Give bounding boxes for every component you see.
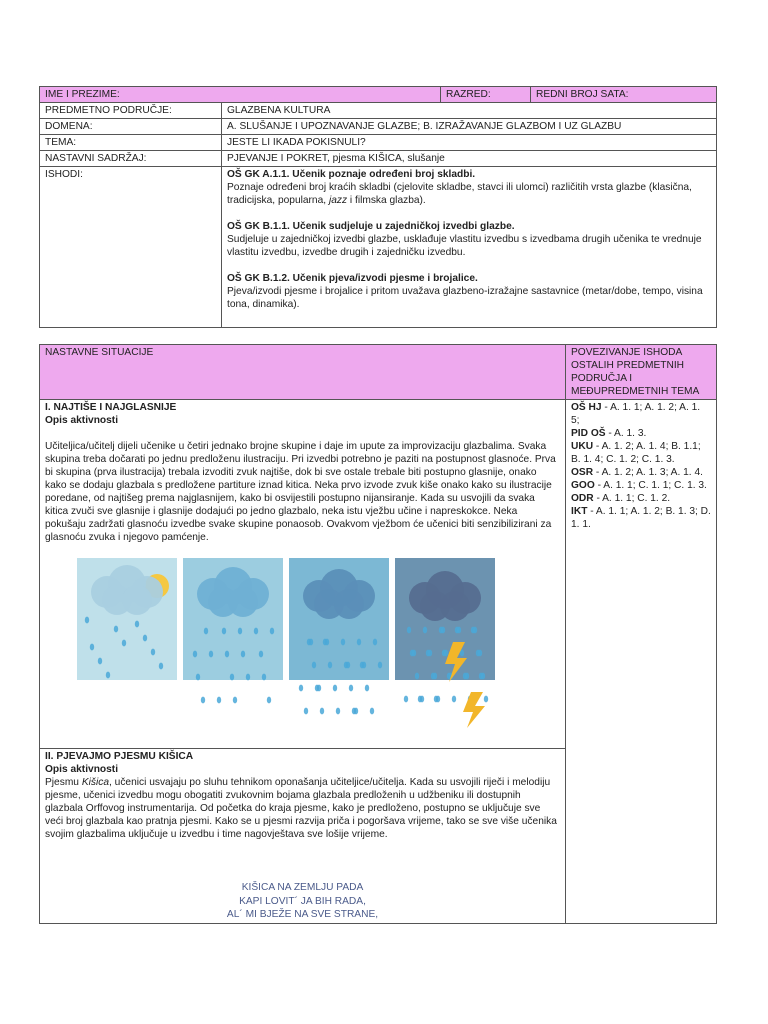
- link-item: IKT - A. 1. 1; A. 1. 2; B. 1. 3; D. 1. 1.: [571, 506, 711, 530]
- section1-cell: [40, 400, 566, 749]
- illustration-heavy-rain: [289, 558, 389, 688]
- ishodi-row: [40, 167, 717, 328]
- outcome-title: OŠ GK B.1.2. Učenik pjeva/izvodi pjesme i brojalice.: [227, 273, 478, 284]
- ishodi-label: ISHODI:: [40, 167, 222, 328]
- link-item: ODR - A. 1. 1; C. 1. 2.: [571, 493, 671, 504]
- outcome-title: OŠ GK B.1.1. Učenik sudjeluje u zajedničkoj izvedbi glazbe.: [227, 221, 515, 232]
- student-info-row: [40, 87, 717, 103]
- situations-header-row: [40, 345, 717, 400]
- link-item: UKU - A. 1. 2; A. 1. 4; B. 1.1; B. 1. 4; C. 1. 2; C. 1. 3.: [571, 441, 701, 465]
- situations-header: NASTAVNE SITUACIJE: [40, 345, 566, 400]
- outcome-text: Pjeva/izvodi pjesme i brojalice i pritom uvažava glazbeno-izražajne sastavnice (metar/dobe, tempo, visina tona, dinamika).: [227, 286, 703, 310]
- row-label: PREDMETNO PODRUČJE:: [40, 103, 222, 119]
- links-cell: [566, 400, 717, 924]
- rain-illustrations: [77, 558, 560, 730]
- redni-broj-label: REDNI BROJ SATA:: [531, 87, 717, 103]
- link-item: OSR - A. 1. 2; A. 1. 3; A. 1. 4.: [571, 467, 703, 478]
- section1-row: [40, 400, 717, 749]
- info-row: [40, 119, 717, 135]
- link-item: OŠ HJ - A. 1. 1; A. 1. 2; A. 1. 5;: [571, 402, 701, 426]
- row-value: GLAZBENA KULTURA: [222, 103, 717, 119]
- ishodi-content: [222, 167, 717, 328]
- lyrics-line: KAPI LOVIT´ JA BIH RADA,: [239, 895, 366, 907]
- rain-scene-icon: [395, 558, 495, 730]
- section1-title: I. NAJTIŠE I NAJGLASNIJE: [45, 402, 177, 413]
- row-value: A. SLUŠANJE I UPOZNAVANJE GLAZBE; B. IZRAŽAVANJE GLAZBOM I UZ GLAZBU: [222, 119, 717, 135]
- row-value: JESTE LI IKADA POKISNULI?: [222, 135, 717, 151]
- section2-text: Pjesmu Kišica, učenici usvajaju po sluhu tehnikom oponašanja učiteljice/učitelja. Kada su usvojili riječi i melodiju pjesme, učenici izvedbu mogu obogatiti zvukovnim bojama glazbala predloženih u udžbeniku ili dostupnih glazbala Orffovog instrumentarija. Od početka do kraja pjesme, kako je predloženo, postupno se uključuje sve veći broj glazbala kao pratnja pjesmi. Kako se u pjesmi razvija priča i pogoršava vrijeme, tako se sve više učenika svojim glazbalima uključuje u izvedbu i time nagovještava sve lošije vrijeme.: [45, 777, 557, 840]
- illustration-light-rain-sun: [77, 558, 177, 688]
- rain-scene-icon: [77, 558, 177, 730]
- song-lyrics: [45, 881, 560, 922]
- teaching-situations-table: [39, 344, 717, 924]
- outcome-title: OŠ GK A.1.1. Učenik poznaje određeni broj skladbi.: [227, 169, 476, 180]
- info-row: [40, 151, 717, 167]
- illustration-storm: [395, 558, 495, 688]
- outcome-text: Sudjeluje u zajedničkoj izvedbi glazbe, usklađuje vlastitu izvedbu s izvedbama drugih učenika te vrednuje vlastitu izvedbu, izvedbe drugih i zajedničku izvedbu.: [227, 234, 702, 258]
- ime-label: IME I PREZIME:: [40, 87, 441, 103]
- section1-text: Učiteljica/učitelj dijeli učenike u četiri jednako brojne skupine i daje im upute za improvizaciju glazbalima. Svaka skupina treba dočarati po jednu predloženu ilustraciju. Pri izvedbi potrebno je paziti na postupnost glasnoće. Prva bi skupina (prva ilustracija) trebala izvoditi zvuk najtiše, dok bi sve ostale trebale biti postupno glasnije, onako kako se dodaju glazbala s predložene partiture iznad kitica. Neka prvo izvode zvuk kiše onako kako su ilustracije poredane, od najtišeg prema najglasnijem, kako bi osvijestili postupno nijansiranje. Kada su usvojili da svaka kitica zvuči sve glasnije i glasnije dodajući po jedno glazbalo, neka istu vježbu učine i napreskokce. Neka pokušaju zadržati glasnoću izvedbe svake skupine ponaosob. Ovakvom vježbom će učenici biti senzibilizirani za glasnoću zvuka i njegovo pamćenje.: [45, 441, 556, 543]
- lyrics-line: AL´ MI BJEŽE NA SVE STRANE,: [226, 909, 379, 920]
- rain-scene-icon: [289, 558, 389, 730]
- link-item: GOO - A. 1. 1; C. 1. 1; C. 1. 3.: [571, 480, 707, 491]
- outcome-text: Poznaje određeni broj kraćih skladbi (cjelovite skladbe, stavci ili ulomci) različitih vrsta glazbe (klasična, tradicijska, popularna, jazz i filmska glazba).: [227, 182, 692, 206]
- lyrics-line: KIŠICA NA ZEMLJU PADA: [241, 882, 364, 893]
- illustration-rain: [183, 558, 283, 688]
- row-label: NASTAVNI SADRŽAJ:: [40, 151, 222, 167]
- section2-title: II. PJEVAJMO PJESMU KIŠICA: [45, 751, 194, 762]
- info-row: [40, 135, 717, 151]
- rain-scene-icon: [183, 558, 283, 730]
- section2-subtitle: Opis aktivnosti: [45, 764, 119, 775]
- razred-label: RAZRED:: [441, 87, 531, 103]
- row-value: PJEVANJE I POKRET, pjesma KIŠICA, slušanje: [222, 151, 717, 167]
- link-item: PID OŠ - A. 1. 3.: [571, 428, 647, 439]
- section2-cell: [40, 749, 566, 924]
- info-row: [40, 103, 717, 119]
- links-header: POVEZIVANJE ISHODA OSTALIH PREDMETNIH PODRUČJA I MEĐUPREDMETNIH TEMA: [566, 345, 717, 400]
- row-label: TEMA:: [40, 135, 222, 151]
- row-label: DOMENA:: [40, 119, 222, 135]
- lesson-info-table: [39, 86, 717, 328]
- section1-subtitle: Opis aktivnosti: [45, 415, 119, 426]
